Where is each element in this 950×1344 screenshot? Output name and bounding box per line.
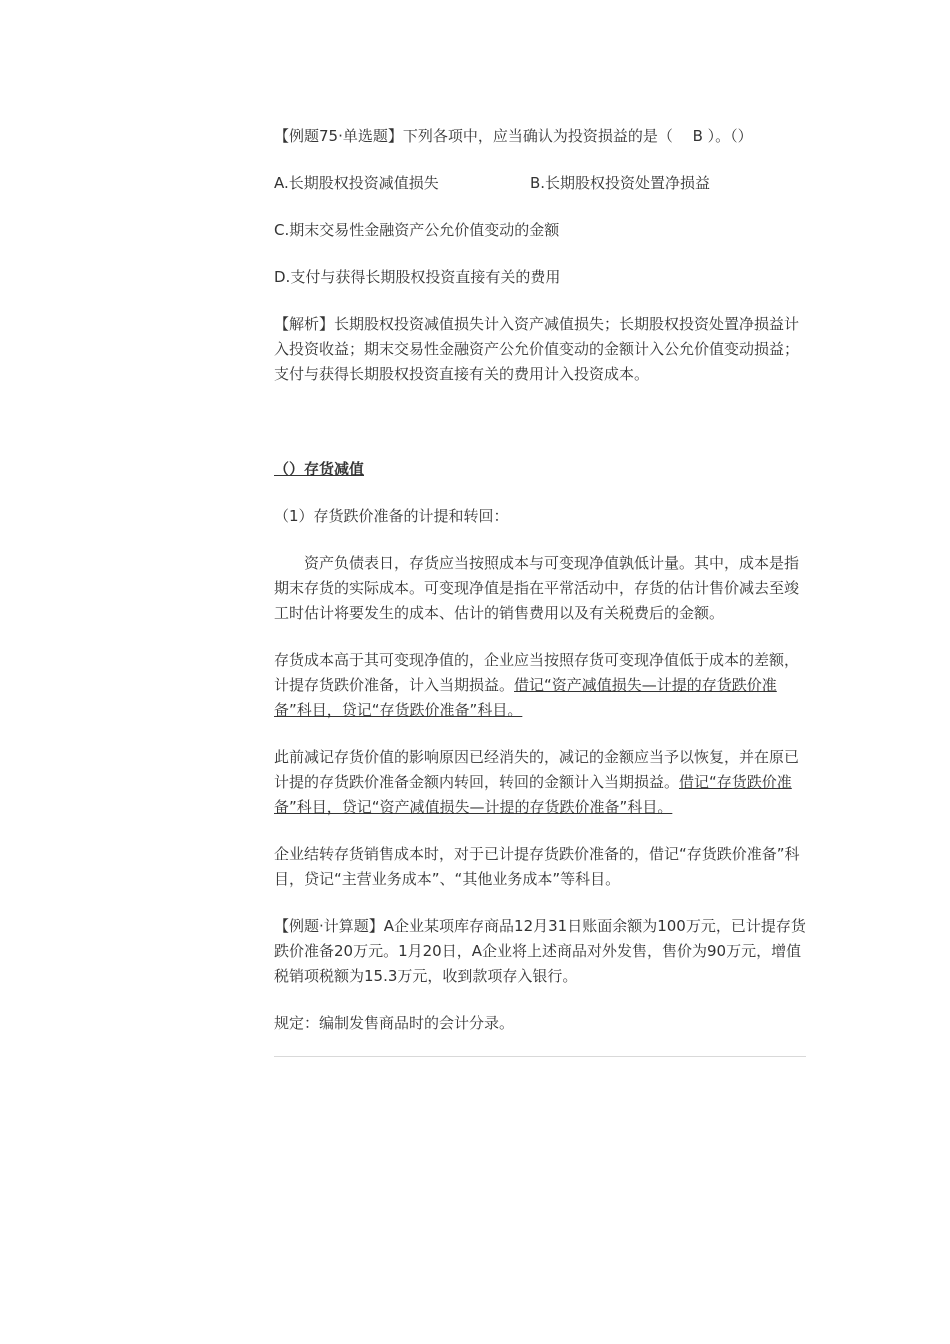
paragraph-provision (274, 648, 806, 723)
paragraph-reversal (274, 745, 806, 820)
option-d: D.支付与获得长期股权投资直接有关的费用 (274, 268, 561, 286)
provision-text: 存货成本高于其可变现净值的，企业应当按照存货可变现净值低于成本的差额，计提存货跌价准备，计入当期损益。 (274, 651, 800, 694)
divider (274, 1056, 806, 1057)
analysis-text: 【解析】长期股权投资减值损失计入资产减值损失；长期股权投资处置净损益计入投资收益；期末交易性金融资产公允价值变动的金额计入公允价值变动损益；支付与获得长期股权投资直接有关的费用计入投资成本。 (274, 315, 800, 383)
option-a: A.长期股权投资减值损失 (274, 174, 439, 192)
example-requirement: 规定：编制发售商品时的会计分录。 (274, 1014, 515, 1032)
reversal-text: 此前减记存货价值的影响原因已经消失的，减记的金额应当予以恢复，并在原已计提的存货跌价准备金额内转回，转回的金额计入当期损益。 (274, 748, 800, 791)
document-content (274, 124, 806, 1057)
paragraph-valuation: 资产负债表日，存货应当按照成本与可变现净值孰低计量。其中，成本是指期末存货的实际成本。可变现净值是指在平常活动中，存货的估计售价减去至竣工时估计将要发生的成本、估计的销售费用以及有关税费后的金额。 (274, 554, 800, 622)
paragraph-cost-transfer: 企业结转存货销售成本时，对于已计提存货跌价准备的，借记“存货跌价准备”科目，贷记“主营业务成本”、“其他业务成本”等科目。 (274, 845, 800, 888)
question-title: 【例题75·单选题】下列各项中，应当确认为投资损益的是（ B ）。（） (274, 127, 753, 145)
options-row-ab (274, 171, 806, 196)
option-c: C.期末交易性金融资产公允价值变动的金额 (274, 221, 560, 239)
section-subtitle: （1）存货跌价准备的计提和转回： (274, 507, 509, 525)
provision-entry: 借记“资产减值损失—计提的存货跌价准备”科目，贷记“存货跌价准备”科目。 (274, 676, 777, 719)
reversal-entry: 借记“存货跌价准备”科目，贷记“资产减值损失—计提的存货跌价准备”科目。 (274, 773, 792, 816)
example-question: 【例题·计算题】A企业某项库存商品12月31日账面余额为100万元，已计提存货跌价准备20万元。1月20日，A企业将上述商品对外发售，售价为90万元，增值税销项税额为15.3万元，收到款项存入银行。 (274, 917, 806, 985)
section-title: （）存货减值 (274, 460, 365, 478)
option-b: B.长期股权投资处置净损益 (530, 174, 711, 192)
